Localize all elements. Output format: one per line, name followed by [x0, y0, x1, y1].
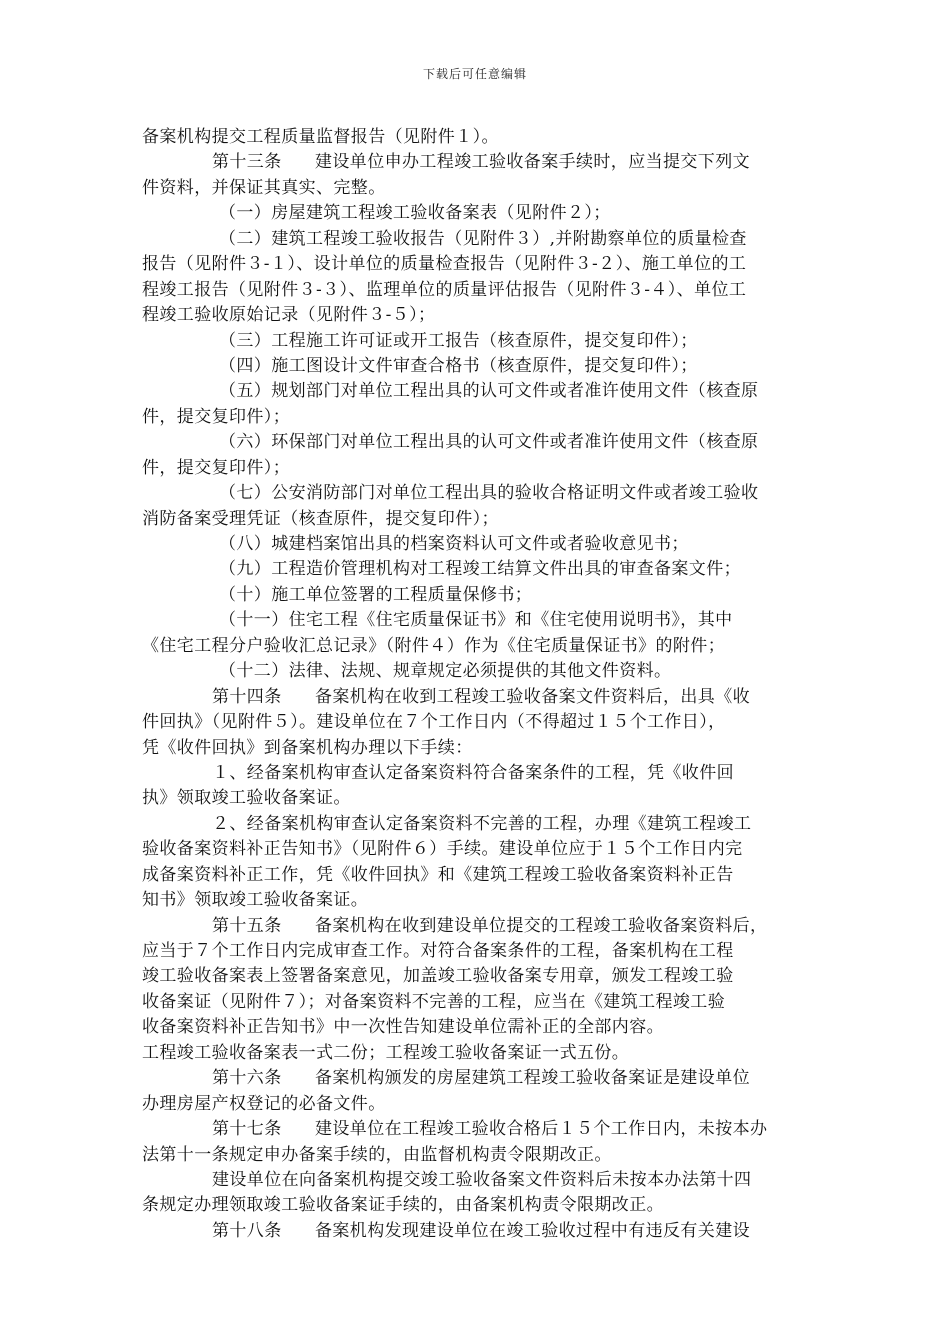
- text-line: 备案机构提交工程质量监督报告（见附件１）。: [142, 127, 499, 147]
- article-text: 建设单位在工程竣工验收合格后１５个工作日内，未按本办: [315, 1119, 768, 1140]
- text-line: （一）房屋建筑工程竣工验收备案表（见附件２）；: [219, 203, 611, 224]
- text-line: 应当于７个工作日内完成审查工作。对符合备案条件的工程，备案机构在工程: [142, 941, 734, 961]
- article-number: 第十四条: [212, 686, 282, 707]
- text-line: 凭《收件回执》到备案机构办理以下手续：: [142, 737, 473, 758]
- text-line: （二）建筑工程竣工验收报告（见附件３）,并附勘察单位的质量检查: [219, 228, 747, 249]
- text-line: （七）公安消防部门对单位工程出具的验收合格证明文件或者竣工验收: [219, 483, 759, 504]
- text-line: （六）环保部门对单位工程出具的认可文件或者准许使用文件（核查原: [219, 432, 759, 453]
- text-line: 收备案资料补正告知书》中一次性告知建设单位需补正的全部内容。: [142, 1017, 664, 1038]
- text-line: [142, 1066, 812, 1091]
- text-line: 程竣工验收原始记录（见附件３-５）；: [142, 305, 436, 326]
- document-body: [142, 125, 812, 1244]
- text-line: [142, 150, 812, 175]
- article-text: 备案机构在收到工程竣工验收备案文件资料后，出具《收: [315, 686, 750, 707]
- article-number: 第十七条: [212, 1119, 282, 1140]
- text-line: （三）工程施工许可证或开工报告（核查原件，提交复印件）；: [219, 330, 698, 351]
- text-line: 工程竣工验收备案表一式二份；工程竣工验收备案证一式五份。: [142, 1042, 630, 1063]
- text-line: 知书》领取竣工验收备案证。: [142, 890, 369, 911]
- text-line: 程竣工报告（见附件３-３）、监理单位的质量评估报告（见附件３-４）、单位工: [142, 279, 747, 300]
- text-line: 验收备案资料补正告知书》（见附件６）手续。建设单位应于１５个工作日内完: [142, 839, 743, 860]
- article-number: 第十五条: [212, 915, 282, 936]
- text-line: （九）工程造价管理机构对工程竣工结算文件出具的审查备案文件；: [219, 559, 741, 580]
- text-line: ２、经备案机构审查认定备案资料不完善的工程，办理《建筑工程竣工: [212, 813, 752, 834]
- text-line: （十）施工单位签署的工程质量保修书；: [219, 584, 533, 605]
- text-line: 件，提交复印件）；: [142, 457, 291, 478]
- text-line: 件，提交复印件）；: [142, 406, 291, 427]
- text-line: （四）施工图设计文件审查合格书（核查原件，提交复印件）；: [219, 355, 698, 376]
- text-line: 竣工验收备案表上签署备案意见，加盖竣工验收备案专用章，颁发工程竣工验: [142, 966, 734, 987]
- text-line: 成备案资料补正工作，凭《收件回执》和《建筑工程竣工验收备案资料补正告: [142, 864, 734, 885]
- article-text: 备案机构发现建设单位在竣工验收过程中有违反有关建设: [315, 1220, 750, 1241]
- article-number: 第十六条: [212, 1068, 282, 1089]
- text-line: 消防备案受理凭证（核查原件，提交复印件）；: [142, 508, 499, 529]
- article-number: 第十八条: [212, 1220, 282, 1241]
- text-line: 收备案证（见附件７）；对备案资料不完善的工程，应当在《建筑工程竣工验: [142, 991, 726, 1012]
- text-line: 件回执》（见附件５）。建设单位在７个工作日内（不得超过１５个工作日），: [142, 712, 726, 733]
- article-text: 建设单位申办工程竣工验收备案手续时，应当提交下列文: [315, 152, 750, 173]
- text-line: （十二）法律、法规、规章规定必须提供的其他文件资料。: [219, 661, 672, 682]
- text-line: 报告（见附件３-１）、设计单位的质量检查报告（见附件３-２）、施工单位的工: [142, 254, 747, 275]
- article-number: 第十三条: [212, 152, 282, 173]
- text-line: 办理房屋产权登记的必备文件。: [142, 1093, 386, 1114]
- text-line: [142, 1219, 812, 1244]
- text-line: [142, 914, 812, 939]
- text-line: 法第十一条规定申办备案手续的，由监督机构责令限期改正。: [142, 1144, 612, 1165]
- text-line: 建设单位在向备案机构提交竣工验收备案文件资料后未按本办法第十四: [212, 1169, 752, 1190]
- text-line: [142, 685, 812, 710]
- text-line: 件资料，并保证其真实、完整。: [142, 177, 386, 198]
- page-header: 下载后可任意编辑: [422, 67, 527, 81]
- text-line: （十一）住宅工程《住宅质量保证书》和《住宅使用说明书》，其中: [219, 610, 733, 631]
- text-line: １、经备案机构审查认定备案资料符合备案条件的工程，凭《收件回: [212, 762, 734, 783]
- text-line: 执》领取竣工验收备案证。: [142, 788, 351, 809]
- text-line: 条规定办理领取竣工验收备案证手续的，由备案机构责令限期改正。: [142, 1195, 664, 1216]
- text-line: [142, 1117, 812, 1142]
- text-line: （八）城建档案馆出具的档案资料认可文件或者验收意见书；: [219, 534, 689, 554]
- text-line: （五）规划部门对单位工程出具的认可文件或者准许使用文件（核查原: [219, 381, 759, 402]
- text-line: 《住宅工程分户验收汇总记录》（附件４）作为《住宅质量保证书》的附件；: [142, 635, 726, 656]
- article-text: 备案机构颁发的房屋建筑工程竣工验收备案证是建设单位: [315, 1068, 750, 1089]
- article-text: 备案机构在收到建设单位提交的工程竣工验收备案资料后，: [315, 915, 768, 936]
